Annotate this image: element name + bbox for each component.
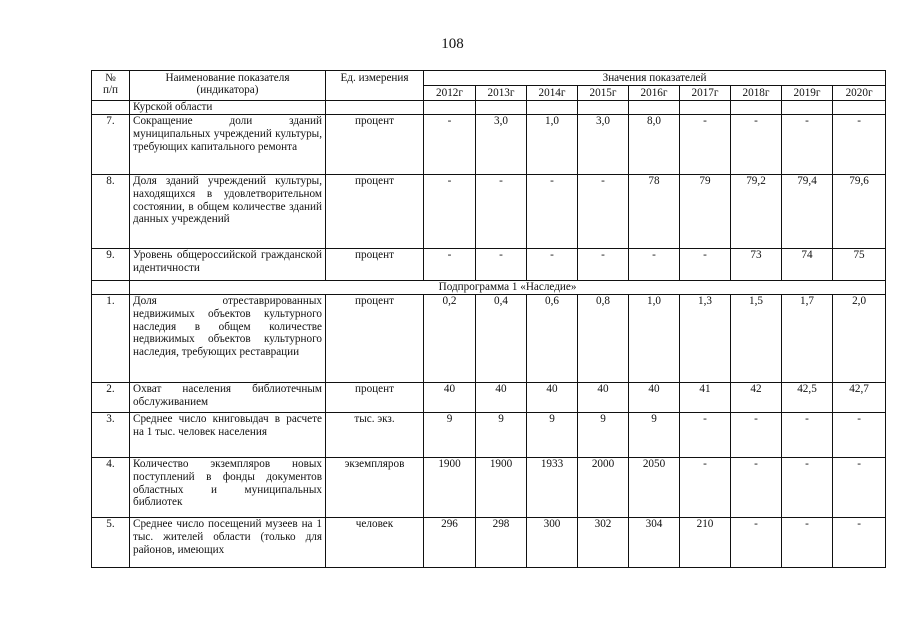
- unit-cell: тыс. экз.: [326, 413, 424, 458]
- value-cell: 9: [527, 413, 578, 458]
- value-cell: 300: [527, 518, 578, 568]
- value-cell: 1,0: [629, 295, 680, 383]
- row-number: 9.: [92, 249, 130, 281]
- value-cell: 0,8: [578, 295, 629, 383]
- value-cell: 1,3: [680, 295, 731, 383]
- value-cell: 75: [833, 249, 886, 281]
- value-cell: -: [680, 115, 731, 175]
- unit-cell: процент: [326, 295, 424, 383]
- indicator-name: Среднее число книговыдач в расчете на 1 тыс. человек населения: [130, 413, 326, 458]
- value-cell: 79,2: [731, 175, 782, 249]
- value-cell: -: [578, 175, 629, 249]
- continuation-num-cell: [92, 101, 130, 115]
- header-unit: Ед. измерения: [326, 71, 424, 101]
- value-cell: 78: [629, 175, 680, 249]
- header-values-title: Значения показателей: [424, 71, 886, 86]
- unit-cell: процент: [326, 383, 424, 413]
- value-cell: 8,0: [629, 115, 680, 175]
- indicator-name: Охват населения библиотечным обслуживанием: [130, 383, 326, 413]
- value-cell: 40: [527, 383, 578, 413]
- value-cell: 41: [680, 383, 731, 413]
- header-year: 2019г: [782, 86, 833, 101]
- unit-cell: человек: [326, 518, 424, 568]
- value-cell: -: [833, 413, 886, 458]
- value-cell: 40: [629, 383, 680, 413]
- value-cell: -: [680, 458, 731, 518]
- value-cell: 0,4: [476, 295, 527, 383]
- value-cell: -: [833, 115, 886, 175]
- value-cell: -: [680, 413, 731, 458]
- value-cell: 2050: [629, 458, 680, 518]
- table-row: [92, 458, 886, 518]
- value-cell: -: [782, 458, 833, 518]
- value-cell: -: [424, 175, 476, 249]
- value-cell: 42,5: [782, 383, 833, 413]
- row-number: 3.: [92, 413, 130, 458]
- value-cell: 42,7: [833, 383, 886, 413]
- value-cell: -: [782, 413, 833, 458]
- value-cell: 2000: [578, 458, 629, 518]
- continuation-text: Курской области: [130, 101, 326, 115]
- value-cell: 302: [578, 518, 629, 568]
- value-cell: 3,0: [476, 115, 527, 175]
- value-cell: 304: [629, 518, 680, 568]
- table-row: [92, 115, 886, 175]
- value-cell: 210: [680, 518, 731, 568]
- indicator-name: Сокращение доли зданий муниципальных учреждений культуры, требующих капитального ремонта: [130, 115, 326, 175]
- row-number: 4.: [92, 458, 130, 518]
- value-cell: -: [476, 249, 527, 281]
- value-cell: 79,4: [782, 175, 833, 249]
- value-cell: 298: [476, 518, 527, 568]
- header-year: 2018г: [731, 86, 782, 101]
- value-cell: 40: [578, 383, 629, 413]
- value-cell: -: [527, 249, 578, 281]
- table-row: [92, 518, 886, 568]
- value-cell: 42: [731, 383, 782, 413]
- value-cell: 1933: [527, 458, 578, 518]
- unit-cell: процент: [326, 249, 424, 281]
- value-cell: -: [731, 115, 782, 175]
- table-row: [92, 383, 886, 413]
- value-cell: -: [629, 249, 680, 281]
- value-cell: -: [424, 115, 476, 175]
- unit-cell: процент: [326, 175, 424, 249]
- section-title: Подпрограмма 1 «Наследие»: [130, 281, 886, 295]
- indicator-name: Количество экземпляров новых поступлений в фонды документов областных и муниципальных библиотек: [130, 458, 326, 518]
- indicators-table: [91, 70, 886, 568]
- row-number: 2.: [92, 383, 130, 413]
- row-number: 1.: [92, 295, 130, 383]
- indicator-name: Уровень общероссийской гражданской идентичности: [130, 249, 326, 281]
- indicator-name: Доля зданий учреждений культуры, находящихся в удовлетворительном состоянии, в общем количестве зданий данных учреждений: [130, 175, 326, 249]
- value-cell: 1,5: [731, 295, 782, 383]
- value-cell: -: [731, 413, 782, 458]
- value-cell: -: [680, 249, 731, 281]
- row-number: 5.: [92, 518, 130, 568]
- header-year: 2016г: [629, 86, 680, 101]
- value-cell: 40: [424, 383, 476, 413]
- header-year: 2014г: [527, 86, 578, 101]
- value-cell: 1900: [424, 458, 476, 518]
- value-cell: 0,6: [527, 295, 578, 383]
- page-number: 108: [441, 36, 464, 52]
- value-cell: -: [731, 518, 782, 568]
- unit-cell: экземпляров: [326, 458, 424, 518]
- value-cell: 9: [629, 413, 680, 458]
- value-cell: -: [527, 175, 578, 249]
- value-cell: 9: [476, 413, 527, 458]
- value-cell: 73: [731, 249, 782, 281]
- table-row: [92, 249, 886, 281]
- value-cell: 79: [680, 175, 731, 249]
- header-year: 2017г: [680, 86, 731, 101]
- value-cell: 2,0: [833, 295, 886, 383]
- table-row: [92, 175, 886, 249]
- value-cell: 0,2: [424, 295, 476, 383]
- value-cell: -: [476, 175, 527, 249]
- value-cell: -: [731, 458, 782, 518]
- unit-cell: процент: [326, 115, 424, 175]
- header-year: 2015г: [578, 86, 629, 101]
- value-cell: 1900: [476, 458, 527, 518]
- table-row: [92, 413, 886, 458]
- value-cell: -: [782, 115, 833, 175]
- value-cell: -: [578, 249, 629, 281]
- header-year: 2020г: [833, 86, 886, 101]
- header-num: № п/п: [92, 71, 130, 101]
- row-number: 8.: [92, 175, 130, 249]
- value-cell: 1,0: [527, 115, 578, 175]
- indicator-name: Среднее число посещений музеев на 1 тыс. жителей области (только для районов, имеющих: [130, 518, 326, 568]
- indicator-name: Доля отреставрированных недвижимых объектов культурного наследия в общем количестве недвижимых объектов культурного наследия, требующих реставрации: [130, 295, 326, 383]
- value-cell: 79,6: [833, 175, 886, 249]
- value-cell: 3,0: [578, 115, 629, 175]
- header-year: 2013г: [476, 86, 527, 101]
- value-cell: -: [782, 518, 833, 568]
- value-cell: 9: [578, 413, 629, 458]
- header-name: Наименование показателя (индикатора): [130, 71, 326, 101]
- table-row: [92, 295, 886, 383]
- value-cell: -: [833, 518, 886, 568]
- value-cell: -: [833, 458, 886, 518]
- value-cell: 40: [476, 383, 527, 413]
- value-cell: 9: [424, 413, 476, 458]
- value-cell: 74: [782, 249, 833, 281]
- row-number: 7.: [92, 115, 130, 175]
- value-cell: 1,7: [782, 295, 833, 383]
- header-year: 2012г: [424, 86, 476, 101]
- value-cell: 296: [424, 518, 476, 568]
- value-cell: -: [424, 249, 476, 281]
